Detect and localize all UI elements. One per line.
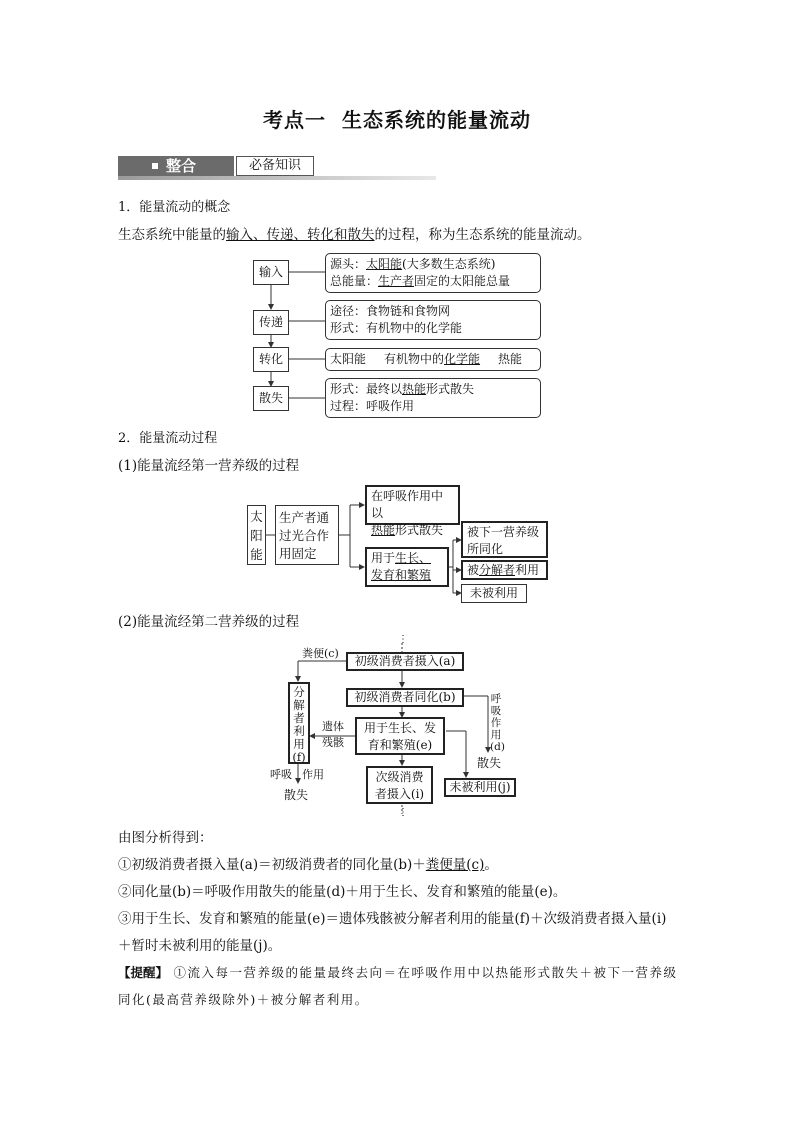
convert-box: 转化 xyxy=(253,347,289,372)
dissipate-right-label: 散失 xyxy=(477,756,502,770)
sun-energy-box: 太 阳 能 xyxy=(247,505,266,565)
secondary-intake-box: 次级消费 者摄入(i) xyxy=(366,766,433,804)
dissipate-left-label: 散失 xyxy=(284,788,309,802)
dissipate-form-line: 形式：最终以热能形式散失 xyxy=(330,382,475,396)
unused-j-box: 未被利用(j) xyxy=(444,778,516,797)
form-line: 形式：有机物中的化学能 xyxy=(330,321,463,335)
energy-source-line: 源头：太阳能(大多数生态系统) xyxy=(330,257,496,271)
equation-3-line1: ③用于生长、发育和繁殖的能量(e)＝遗体残骸被分解者利用的能量(f)＋次级消费者摄入量(i) xyxy=(118,911,667,927)
pathway-line: 途径：食物链和食物网 xyxy=(330,304,451,318)
input-details-box xyxy=(325,253,541,293)
continuation-dots-bottom: ⋮ xyxy=(398,807,408,818)
decomposer-use-box: 被分解者利用 xyxy=(461,560,548,580)
first-trophic-heading: (1)能量流经第一营养级的过程 xyxy=(118,458,300,474)
respiration-left-label-b: 作用 xyxy=(302,768,324,781)
tip-label: 【提醒】 xyxy=(118,965,169,980)
producer-fixation-box: 生产者通 过光合作 用固定 xyxy=(275,505,339,565)
unused-box: 未被利用 xyxy=(461,584,527,603)
transfer-box: 传递 xyxy=(253,310,289,335)
page-title: 考点一 生态系统的能量流动 xyxy=(263,108,531,132)
equation-1: ①初级消费者摄入量(a)＝初级消费者的同化量(b)＋粪便量(c)。 xyxy=(118,857,498,873)
section2-heading: 2．能量流动过程 xyxy=(118,431,218,446)
growth-development-box: 用于生长、 发育和繁殖 xyxy=(365,547,449,587)
remains-label: 遗体 残骸 xyxy=(322,720,344,749)
tip-line-2: 同化(最高营养级除外)＋被分解者利用。 xyxy=(118,992,369,1007)
growth-reproduction-box: 用于生长、发 育和繁殖(e) xyxy=(355,717,445,755)
feces-label: 粪便(c) xyxy=(302,647,339,660)
equation-2: ②同化量(b)＝呼吸作用散失的能量(d)＋用于生长、发育和繁殖的能量(e)。 xyxy=(118,884,567,900)
banner-label-integrate: 整合 xyxy=(166,157,197,175)
convert-details-box: 太阳能 有机物中的化学能 热能 xyxy=(325,348,541,371)
dissipate-process-line: 过程：呼吸作用 xyxy=(330,399,415,413)
dissipate-box: 散失 xyxy=(253,386,289,411)
primary-assimilation-box: 初级消费者同化(b) xyxy=(346,688,464,707)
tip-line-1: 【提醒】 ①流入每一营养级的能量最终去向＝在呼吸作用中以热能形式散失＋被下一营养级 xyxy=(118,965,678,980)
energy-flow-definition: 生态系统中能量的输入、传递、转化和散失的过程，称为生态系统的能量流动。 xyxy=(118,227,591,243)
primary-intake-box: 初级消费者摄入(a) xyxy=(346,652,464,671)
total-energy-line: 总能量：生产者固定的太阳能总量 xyxy=(330,274,511,288)
dissipate-details-box xyxy=(325,378,541,418)
continuation-dots-top: ⋮ xyxy=(398,634,408,645)
decomposer-use-column-box: 分 解 者 利 用 (f) xyxy=(288,682,310,764)
section1-heading: 1．能量流动的概念 xyxy=(118,200,231,215)
banner-label-knowledge: 必备知识 xyxy=(236,156,314,176)
respiration-right-label: 呼 吸 作 用 (d) xyxy=(490,693,505,753)
input-box: 输入 xyxy=(253,260,289,285)
second-trophic-heading: (2)能量流经第二营养级的过程 xyxy=(118,614,300,630)
respiration-heat-box: 在呼吸作用中以 热能形式散失 xyxy=(365,485,460,525)
next-level-assimilated-box: 被下一营养级 所同化 xyxy=(461,521,548,558)
respiration-left-label-a: 呼吸 xyxy=(270,768,292,781)
equation-3-line2: ＋暂时未被利用的能量(j)。 xyxy=(118,938,282,954)
analysis-lead: 由图分析得到： xyxy=(118,830,213,846)
transfer-details-box xyxy=(325,300,541,340)
